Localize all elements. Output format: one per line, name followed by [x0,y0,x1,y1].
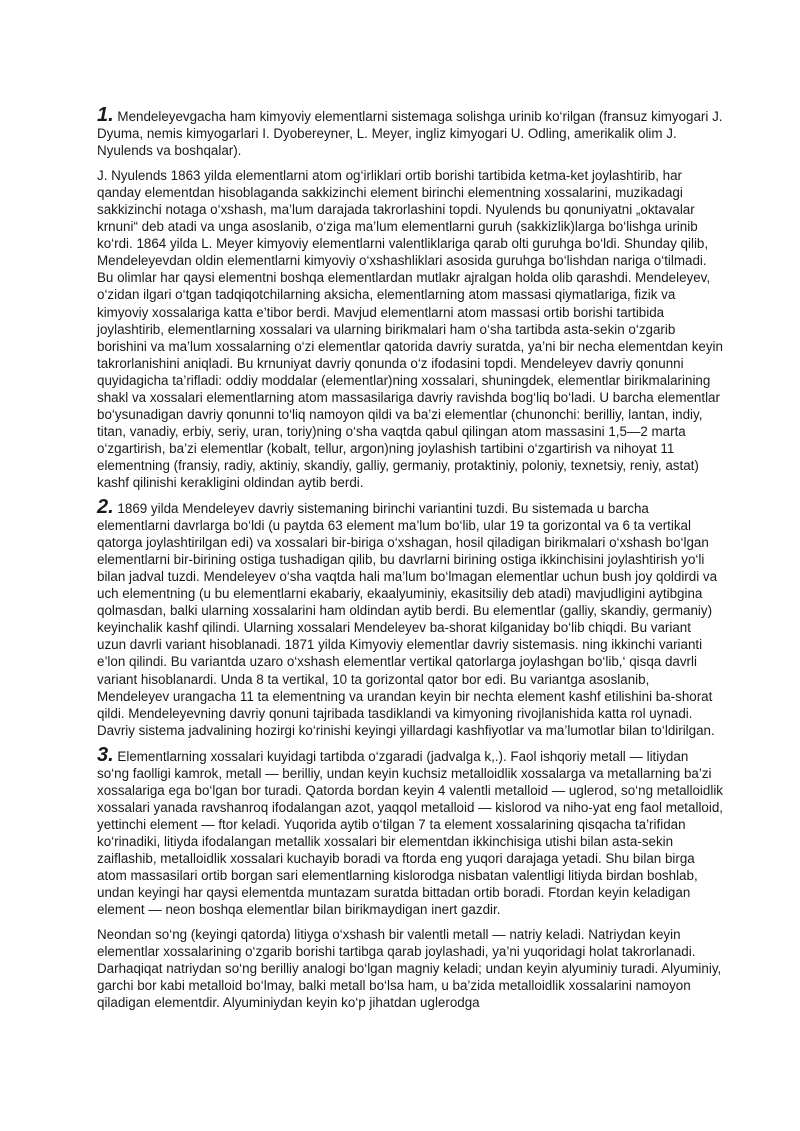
paragraph-text: 1869 yilda Mendeleyev davriy sistemaning birinchi variantini tuzdi. Bu sistemada u barcha elementlarni davrlarga bo‘ldi (u paytda 63 element ma’lum bo‘lib, ular 19 ta gorizontal va 6 ta vertikal qatorga joylashtirilgan edi) va xossalari bir-biriga o‘xshagan, hosil qiladigan birikmalari o‘xshash bo‘lgan elementlarni bir-birining ostiga tushadigan qilib, bu davrlarni birining ostiga ikkinchisini joylashtirish yo‘li bilan jadval tuzdi. Mendeleyev o‘sha vaqtda hali ma’lum bo‘lmagan elementlar uchun bush joy qoldirdi va uch elementning (u bu elementlarni ekabariy, ekaalyuminiy, ekasitsiliy deb atadi) mavjudligini aytibgina qolmasdan, balki ularning xossalarini ham oldindan aytib berdi. Bu elementlar (galliy, skandiy, germaniy) keyinchalik kashf qilindi. Ularning xossalari Mendeleyev ba-shorat kilganiday bo‘lib chiqdi. Bu variant uzun davrli variant hisoblanadi. 1871 yilda Kimyoviy elementlar davriy sistemasis. ning ikkinchi varianti e’lon qilindi. Bu variantda uzaro o‘xshash elementlar vertikal qatorlarga joylashgan bo‘lib,‘ qisqa davrli variant hisoblanardi. Unda 8 ta vertikal, 10 ta gorizontal qator bor edi. Bu variantga asoslanib, Mendeleyev urangacha 11 ta elementning va urandan keyin bir nechta element kashf etilishini ba-shorat qildi. Mendeleyevning davriy qonuni tajribada tasdiklandi va kimyoning rivojlanishida katta rol uynadi. Davriy sistema jadvalining hozirgi ko‘rinishi keyingi yillardagi kashfiyotlar va ma’lumotlar bilan to‘ldirilgan. [97,501,718,738]
paragraph-5 [97,926,723,1011]
paragraph-text: J. Nyulends 1863 yilda elementlarni atom og‘irliklari ortib borishi tartibida ketma-ket joylashtirib, har qanday elementdan hisoblaganda sakkizinchi element birinchi elementning xossalarini, muzikadagi sakkizinchi notaga o‘xshash, ma’lum darajada takrorlashini topdi. Nyulends bu qonuniyatni „oktavalar krnuni“ deb atadi va unga asoslanib, o‘ziga ma’lum elementlarni guruh (sakkizlik)larga bo‘lishga urinib ko‘rdi. 1864 yilda L. Meyer kimyoviy elementlarni valentliklariga qarab olti guruhga bo‘ldi. Shunday qilib, Mendeleyevdan oldin elementlarni kimyoviy o‘xshashliklari asosida guruhga bo‘lishdan nariga o‘tilmadi. Bu olimlar har qaysi elementni boshqa elementlardan mutlakr ajralgan holda olib qarashdi. Mendeleyev, o‘zidan ilgari o‘tgan tadqiqotchilarning aksicha, elementlarning atom massasi qiymatlariga, fizik va kimyoviy xossalariga katta e’tibor berdi. Mavjud elementlarni atom massasi ortib borishi tartibida joylashtirib, elementlarning xossalari va ularning birikmalari ham o‘sha tartibda asta-sekin o‘zgarib borishini va ma’lum xossalarning o‘zi elementlar qatorida davriy suratda, ya’ni bir necha elementdan keyin takrorlanishini aniqladi. Bu krnuniyat davriy qonunda o‘z ifodasini topdi. Mendeleyev davriy qonunni quyidagicha ta’rifladi: oddiy moddalar (elementlar)ning xossalari, shuningdek, elementlar birikmalarining shakl va xossalari elementlarning atom massasilariga davriy ravishda bog‘liq bo‘ladi. U barcha elementlar bo‘ysunadigan davriy qonunni to‘liq namoyon qildi va ba’zi elementlar (chunonchi: berilliy, lantan, indiy, titan, vanadiy, erbiy, seriy, uran, toriy)ning o‘sha vaqtda qabul qilingan atom massasini 1,5—2 marta o‘zgartirish, ba’zi elementlar (kobalt, tellur, argon)ning joylashish tartibini o‘zgartirish va nihoyat 11 elementning (fransiy, radiy, aktiniy, skandiy, galliy, germaniy, protaktiniy, poloniy, texnetsiy, reniy, astat) kashf qilinishi kerakligini oldindan aytib berdi. [97,168,723,490]
paragraph-number: 3. [97,743,114,766]
paragraph-text: Elementlarning xossalari kuyidagi tartibda o‘zgaradi (jadvalga k,.). Faol ishqoriy metall — litiydan so‘ng faolligi kamrok, metall — berilliy, undan keyin kuchsiz metalloidlik xossalarga va metallarning ba’zi xossalariga ega bo‘lgan bor turadi. Qatorda bordan keyin 4 valentli metalloid — uglerod, so‘ng metalloidlik xossalari yanada ravshanroq ifodalangan azot, yaqqol metalloid — kislorod va niho-yat eng faol metalloid, yettinchi element — ftor keladi. Yuqorida aytib o‘tilgan 7 ta element xossalarining qisqacha ta’rifidan ko‘rinadiki, litiyda ifodalangan metallik xossalari bir elementdan ikkinchisiga utishi bilan asta-sekin zaiflashib, metalloidlik xossalari kuchayib boradi va ftorda eng yuqori darajaga yetadi. Shu bilan birga atom massasilari ortib borgan sari elementlarning kislorodga nisbatan valentligi litiyda birdan boshlab, undan keyingi har qaysi elementda muntazam suratda bittadan ortib boradi. Ftordan keyin keladigan element — neon boshqa elementlar bilan birikmaydigan inert gazdir. [97,748,724,918]
paragraph-text: Mendeleyevgacha ham kimyoviy elementlarni sistemaga solishga urinib ko‘rilgan (fransuz kimyogari J. Dyuma, nemis kimyogarlari I. Dyobereyner, L. Meyer, ingliz kimyogari U. Odling, amerikalik olim J. Nyulends va boshqalar). [97,109,723,159]
paragraph-number: 1. [97,104,114,126]
paragraph-4 [97,743,724,918]
document-page [97,104,724,1019]
paragraph-3 [97,496,723,739]
paragraph-1 [97,104,723,159]
paragraph-number: 2. [97,496,114,519]
paragraph-text: Neondan so‘ng (keyingi qatorda) litiyga o‘xshash bir valentli metall — natriy keladi. Natriydan keyin elementlar xossalarining o‘zgarib borishi tartibga qarab joylashadi, ya’ni yuqoridagi holat takrorlanadi. Darhaqiqat natriydan so‘ng berilliy analogi bo‘lgan magniy keladi; undan keyin alyuminiy turadi. Alyuminiy, garchi bor kabi metalloid bo‘lmay, balki metall bo‘lsa ham, u ba’zida metalloidlik xossalarini namoyon qiladigan elementdir. Alyuminiydan keyin ko‘p jihatdan uglerodga [97,927,722,1011]
paragraph-2 [97,167,723,491]
